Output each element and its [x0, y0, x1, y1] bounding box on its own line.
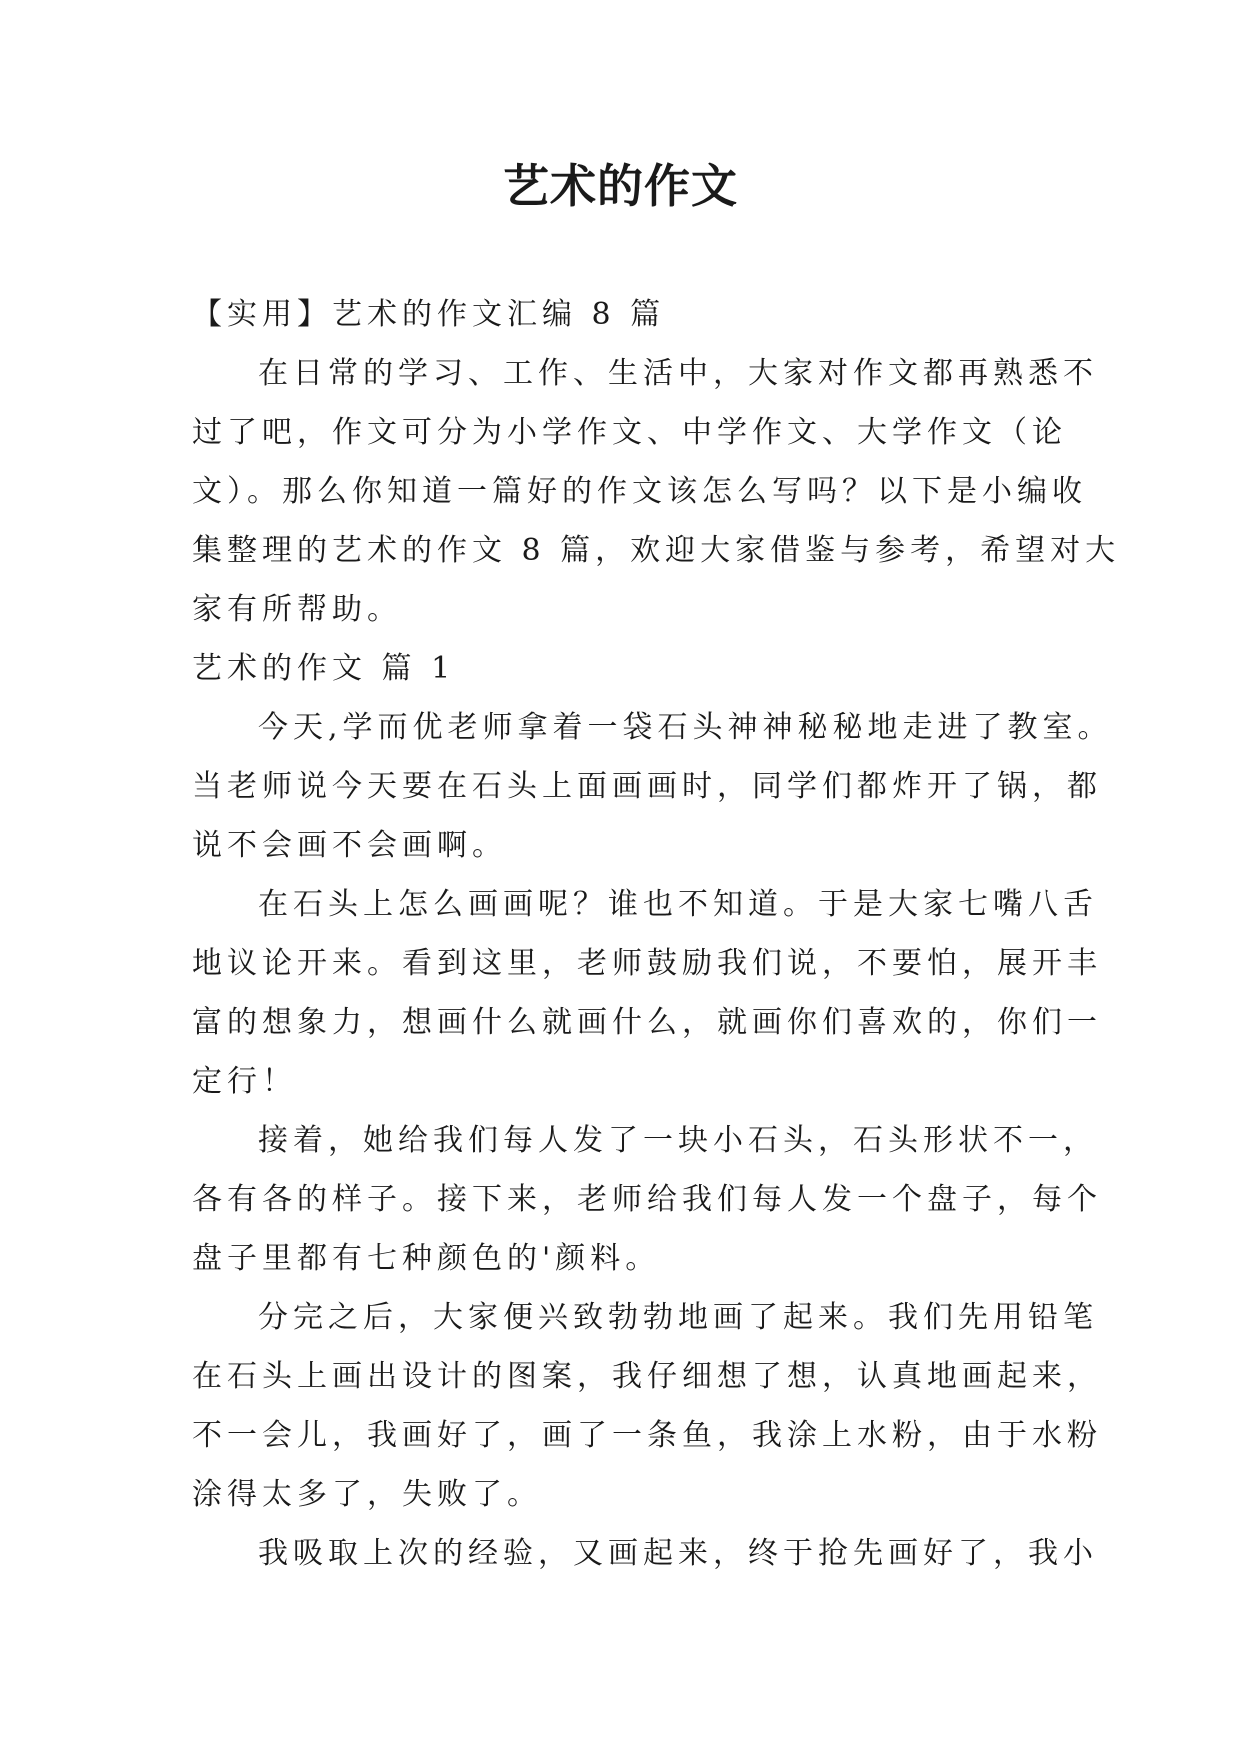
- text-line: 我吸取上次的经验，又画起来，终于抢先画好了，我小: [258, 1536, 1098, 1571]
- text-line: 当老师说今天要在石头上面画画时，同学们都炸开了锅，都: [192, 769, 1102, 804]
- text-line: 涂得太多了，失败了。: [192, 1477, 542, 1512]
- text-line: 艺术的作文 篇 1: [192, 651, 456, 686]
- text-line: 接着，她给我们每人发了一块小石头，石头形状不一，: [258, 1123, 1098, 1158]
- text-line: 富的想象力，想画什么就画什么，就画你们喜欢的，你们一: [192, 1005, 1102, 1040]
- text-line: 文）。那么你知道一篇好的作文该怎么写吗？以下是小编收: [192, 474, 1087, 509]
- text-line: 说不会画不会画啊。: [192, 828, 507, 863]
- document-title: 艺术的作文: [503, 159, 738, 213]
- text-line: 今天,学而优老师拿着一袋石头神神秘秘地走进了教室。: [258, 710, 1113, 745]
- text-line: 地议论开来。看到这里，老师鼓励我们说，不要怕，展开丰: [192, 946, 1102, 981]
- text-line: 【实用】艺术的作文汇编 8 篇: [192, 297, 666, 332]
- document-body: [192, 285, 1121, 1583]
- text-line: 分完之后，大家便兴致勃勃地画了起来。我们先用铅笔: [258, 1300, 1098, 1335]
- text-line: 过了吧，作文可分为小学作文、中学作文、大学作文（论: [192, 415, 1067, 450]
- text-line: 在石头上怎么画画呢？谁也不知道。于是大家七嘴八舌: [258, 887, 1098, 922]
- text-line: 家有所帮助。: [192, 592, 402, 627]
- text-line: 在日常的学习、工作、生活中，大家对作文都再熟悉不: [258, 356, 1098, 391]
- text-line: 集整理的艺术的作文 8 篇，欢迎大家借鉴与参考，希望对大: [192, 533, 1121, 568]
- text-line: 盘子里都有七种颜色的'颜料。: [192, 1241, 661, 1276]
- text-line: 定行！: [192, 1064, 297, 1099]
- text-line: 各有各的样子。接下来，老师给我们每人发一个盘子，每个: [192, 1182, 1102, 1217]
- text-line: 不一会儿，我画好了，画了一条鱼，我涂上水粉，由于水粉: [192, 1418, 1102, 1453]
- text-line: 在石头上画出设计的图案，我仔细想了想，认真地画起来，: [192, 1359, 1102, 1394]
